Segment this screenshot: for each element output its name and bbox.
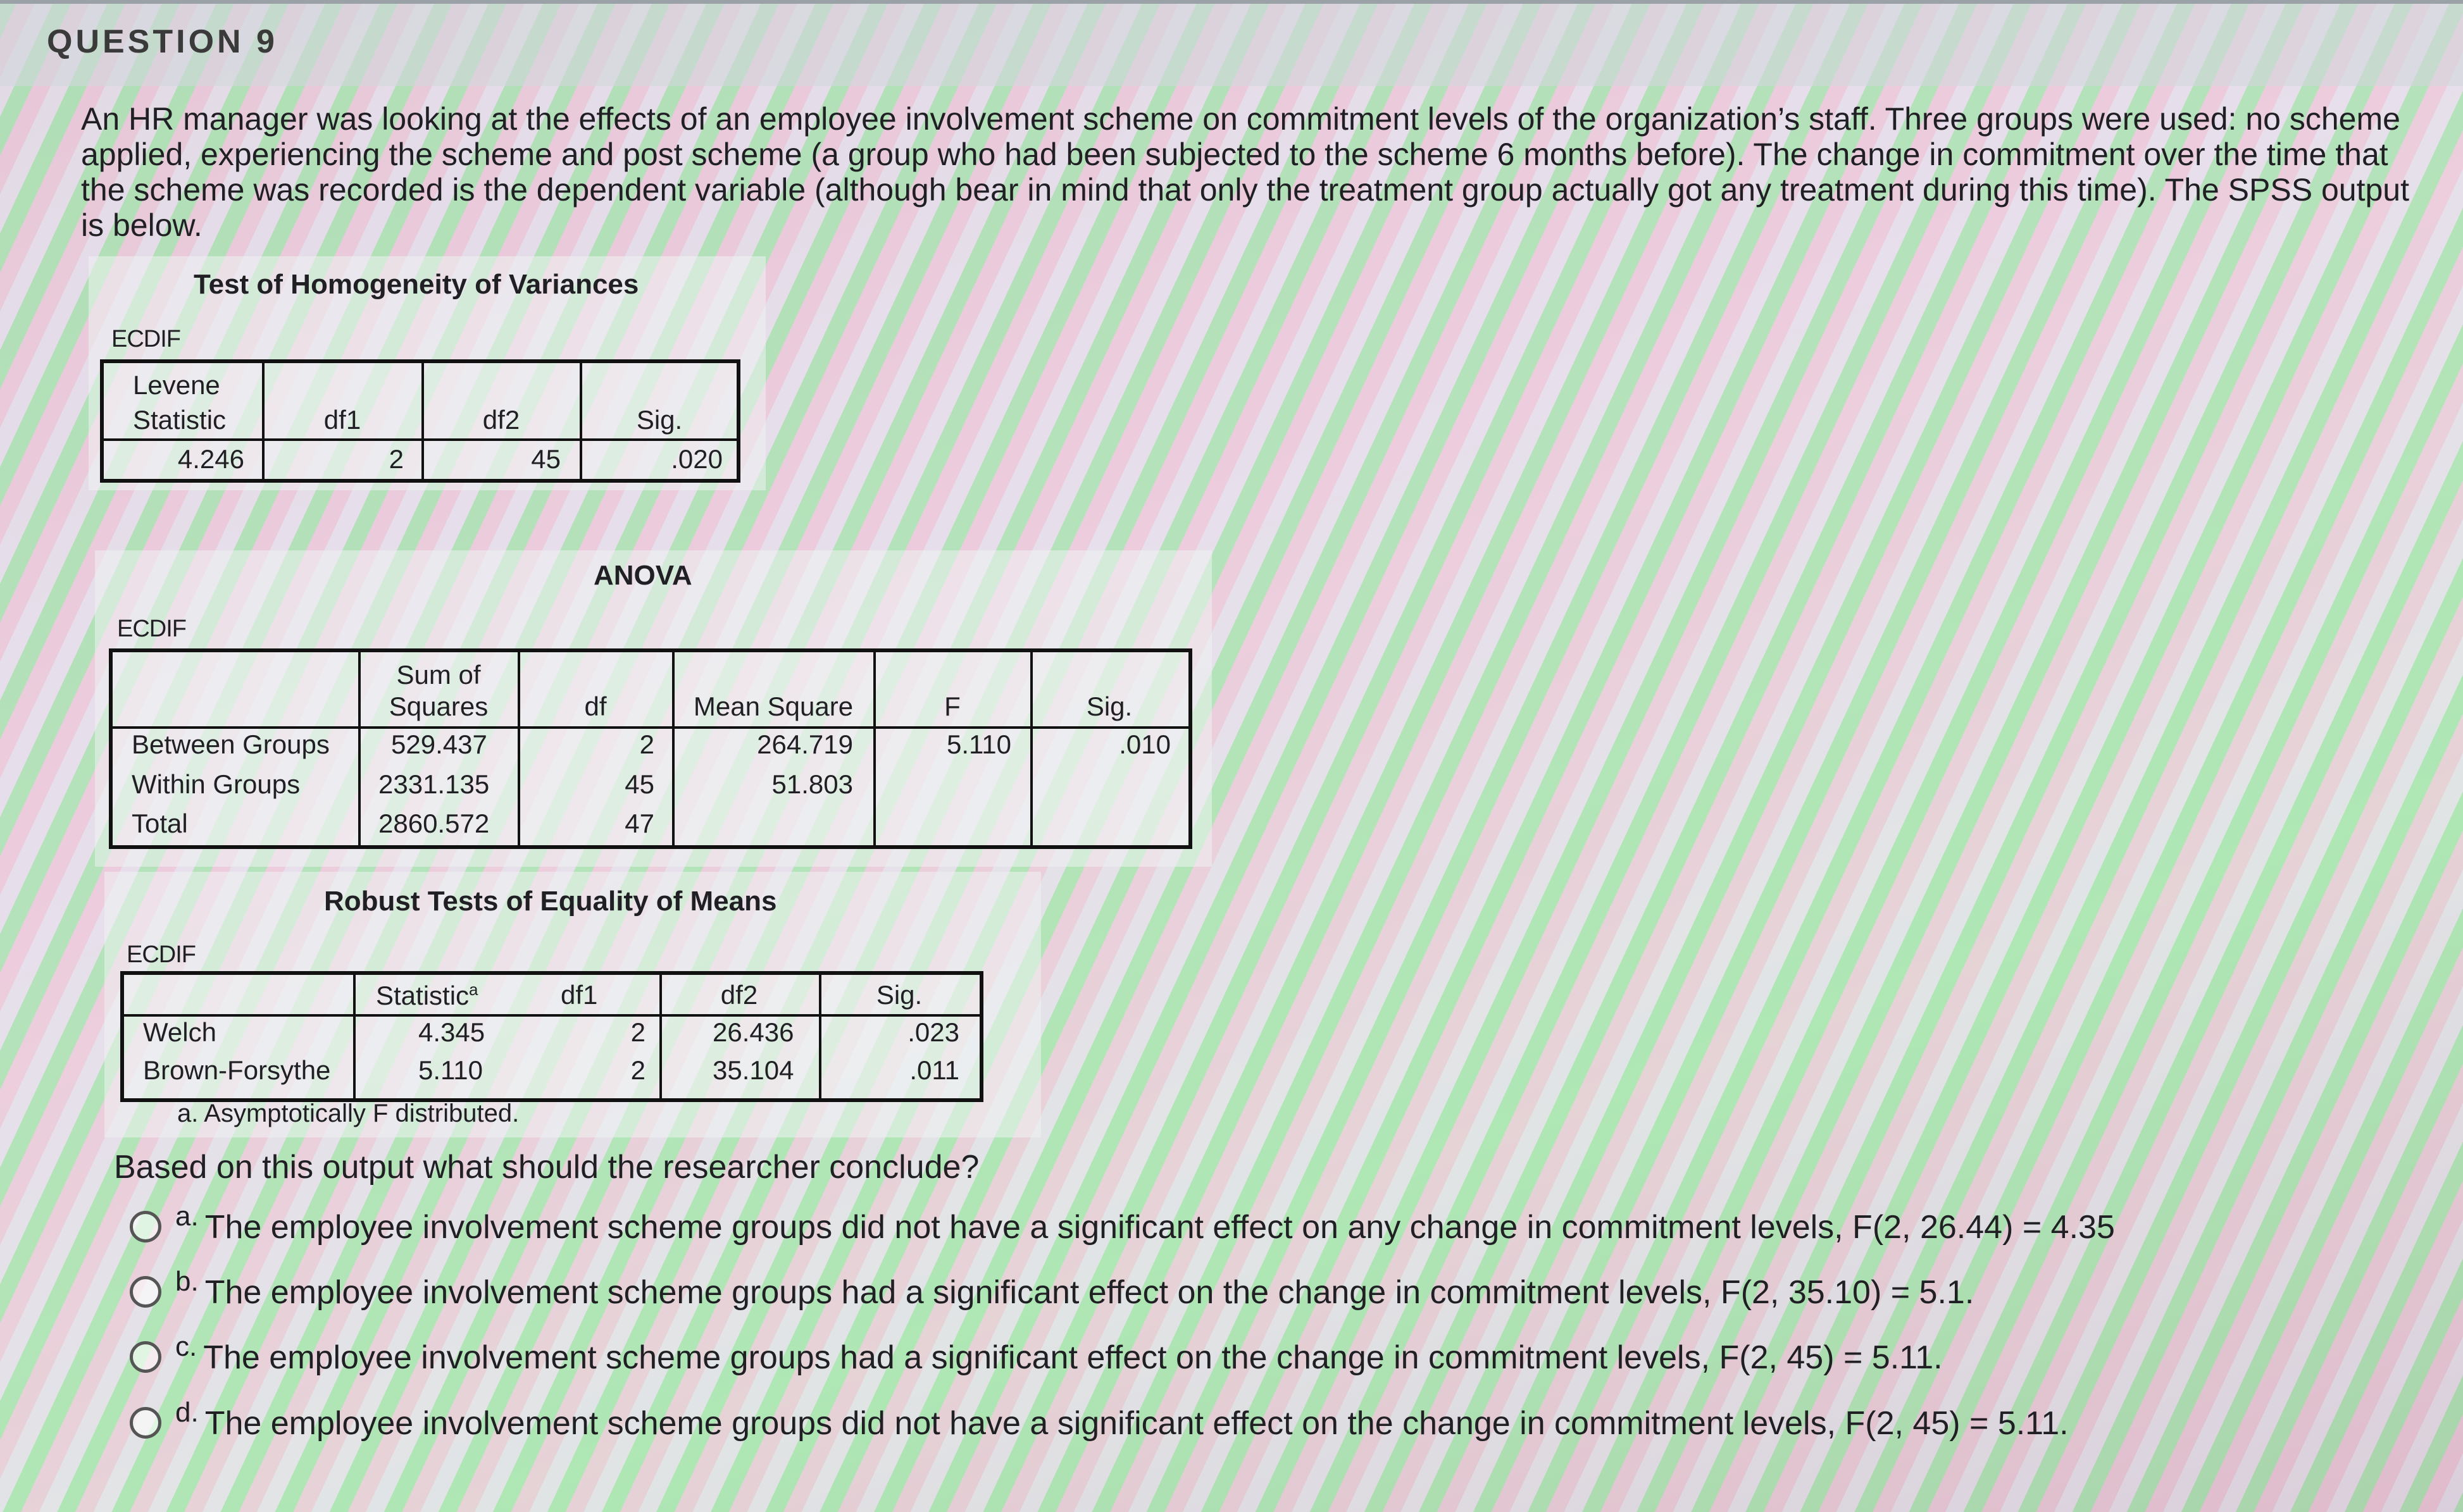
radio-button-b[interactable] bbox=[130, 1276, 161, 1308]
table-cell: 2 bbox=[639, 729, 654, 759]
table-cell: 2860.572 bbox=[378, 809, 490, 838]
levene-header: Sig. bbox=[636, 405, 683, 435]
table-cell: .011 bbox=[909, 1055, 959, 1085]
robust-table bbox=[120, 971, 983, 1102]
robust-header: df2 bbox=[720, 980, 758, 1010]
levene-value: 2 bbox=[389, 444, 404, 474]
table-cell: 5.110 bbox=[418, 1055, 483, 1085]
table-cell: 35.104 bbox=[713, 1055, 794, 1085]
table-cell: 47 bbox=[625, 809, 654, 838]
question-header bbox=[0, 0, 2463, 86]
answer-option-c[interactable] bbox=[130, 1332, 1943, 1377]
option-letter: d. bbox=[175, 1397, 199, 1428]
answer-option-d[interactable] bbox=[130, 1398, 2069, 1442]
robust-header: Sig. bbox=[876, 980, 923, 1010]
table-row-label: Between Groups bbox=[132, 729, 330, 759]
radio-button-c[interactable] bbox=[130, 1341, 161, 1373]
anova-header: F bbox=[944, 691, 961, 721]
answer-option-a[interactable] bbox=[130, 1202, 2115, 1246]
option-text: The employee involvement scheme groups had a significant effect on the change in commitment levels, F(2, 45) = 5.11. bbox=[203, 1339, 1943, 1376]
robust-footnote: a. Asymptotically F distributed. bbox=[177, 1100, 520, 1127]
anova-header: Mean Square bbox=[693, 691, 854, 721]
table-cell: 45 bbox=[625, 769, 654, 799]
levene-table bbox=[100, 359, 740, 483]
table-row-label: Welch bbox=[143, 1017, 216, 1047]
table-row-label: Within Groups bbox=[132, 769, 301, 799]
table-cell: 2 bbox=[630, 1055, 645, 1085]
levene-value: 45 bbox=[531, 444, 561, 474]
table-cell: 4.345 bbox=[418, 1017, 485, 1047]
option-letter: b. bbox=[175, 1266, 199, 1297]
levene-value: 4.246 bbox=[177, 444, 244, 474]
levene-title: Test of Homogeneity of Variances bbox=[194, 269, 639, 300]
option-text: The employee involvement scheme groups had a significant effect on the change in commitment levels, F(2, 35.10) = 5.1. bbox=[204, 1274, 1974, 1311]
anova-header: Sum of bbox=[396, 660, 481, 690]
levene-header: df1 bbox=[323, 405, 361, 435]
question-title: QUESTION 9 bbox=[47, 23, 278, 60]
levene-value: .020 bbox=[671, 444, 723, 474]
robust-header bbox=[376, 980, 478, 1011]
question-text: An HR manager was looking at the effects of an employee involvement scheme on commitment levels of the organization’s staff. Three groups were used: no scheme applied, experiencing the scheme and post scheme (a group who had been subjected to the scheme 6 months before). The change in commitment over the time that the scheme was recorded is the dependent variable (although bear in mind that only the treatment group actually got any treatment during this time). The SPSS output is below. bbox=[81, 101, 2409, 243]
answer-option-b[interactable] bbox=[130, 1267, 1974, 1311]
levene-variable: ECDIF bbox=[111, 326, 180, 352]
anova-table bbox=[109, 648, 1192, 849]
option-letter: c. bbox=[175, 1331, 197, 1362]
anova-title: ANOVA bbox=[594, 560, 692, 591]
anova-header: Sig. bbox=[1086, 691, 1133, 721]
levene-header: df2 bbox=[482, 405, 520, 435]
table-cell: 529.437 bbox=[391, 729, 487, 759]
table-row-label: Total bbox=[132, 809, 188, 838]
anova-header: df bbox=[584, 691, 607, 721]
option-text: The employee involvement scheme groups did not have a significant effect on the change in commitment levels, F(2, 45) = 5.11. bbox=[204, 1405, 2069, 1442]
robust-header-statistic: Statistic bbox=[376, 981, 470, 1010]
question-prompt: Based on this output what should the researcher conclude? bbox=[114, 1149, 980, 1186]
anova-variable: ECDIF bbox=[117, 616, 186, 642]
table-cell: 26.436 bbox=[713, 1017, 794, 1047]
table-cell: 51.803 bbox=[771, 769, 853, 799]
table-cell: .023 bbox=[907, 1017, 959, 1047]
table-row-label: Brown-Forsythe bbox=[143, 1055, 331, 1085]
footnote-marker: a bbox=[469, 980, 478, 999]
levene-header: Levene bbox=[133, 370, 220, 400]
robust-title: Robust Tests of Equality of Means bbox=[324, 886, 777, 917]
option-letter: a. bbox=[175, 1201, 199, 1232]
robust-header: df1 bbox=[561, 980, 598, 1010]
table-cell: 2331.135 bbox=[378, 769, 490, 799]
option-text: The employee involvement scheme groups did not have a significant effect on any change in commitment levels, F(2, 26.44) = 4.35 bbox=[204, 1209, 2115, 1246]
radio-button-d[interactable] bbox=[130, 1407, 161, 1439]
levene-header: Statistic bbox=[133, 405, 227, 435]
radio-button-a[interactable] bbox=[130, 1211, 161, 1242]
table-cell: 264.719 bbox=[757, 729, 853, 759]
robust-variable: ECDIF bbox=[127, 941, 196, 968]
table-cell: 5.110 bbox=[947, 729, 1011, 759]
table-cell: 2 bbox=[630, 1017, 645, 1047]
table-cell: .010 bbox=[1119, 729, 1171, 759]
anova-header: Squares bbox=[389, 691, 489, 721]
